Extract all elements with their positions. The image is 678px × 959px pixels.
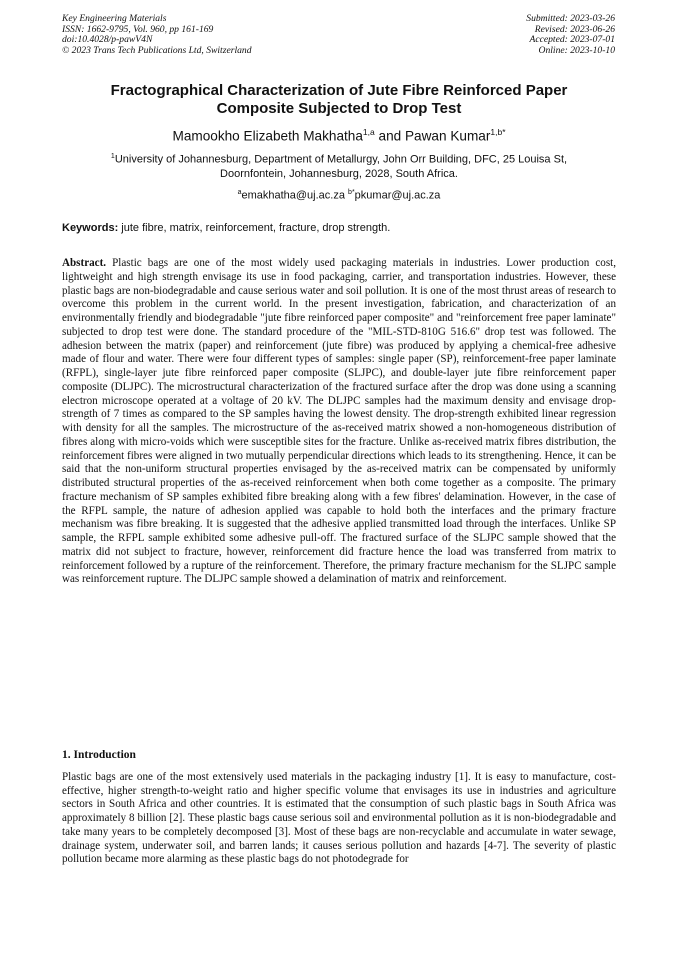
keywords-text: jute fibre, matrix, reinforcement, fracture, drop strength. bbox=[118, 222, 391, 234]
affiliation bbox=[62, 150, 616, 182]
keywords bbox=[62, 221, 616, 235]
emails bbox=[62, 186, 616, 203]
abstract-text: Plastic bags are one of the most widely used packaging materials in industries. Lower production cost, lightweight and high strength envisage its use in food packaging, carrier, and transportation industries. However, these plastic bags are non-biodegradable and cause serious water and soil pollution. It is one of the most thrust areas of research to overcome this problem in the current world. In the present investigation, fabrication, and characterization of an environmentally friendly and biodegradable "jute fibre reinforced paper composite" and "reinforcement free paper laminate" subjected to drop test were done. The standard procedure of the "MIL-STD-810G 516.6" drop test was followed. The adhesion between the matrix (paper) and reinforcement (jute fibre) was produced by applying a chemical-free adhesive made of flour and water. There were four different types of samples: single paper (SP), reinforcement-free paper laminate (RFPL), single-layer jute fibre reinforced paper composite (SLJPC), and double-layer jute fibre reinforcement paper composite (DLJPC). The microstructural characterization of the fractured surface after the drop was done using a scanning electron microscope operated at a voltage of 20 kV. The DLJPC samples had the maximum density and envisage drop-strength of 7 times as compared to the SP samples having the lowest density. The drop-strength exhibited linear regression with density for all the samples. The microstructure of the as-received matrix showed a non-homogeneous distribution of fibres along with micro-voids which were susceptible sites for the fracture. Unlike as-received matrix fibres distribution, the reinforcement fibres were aligned in two mutually perpendicular directions which leads to its strengthening. Hence, it can be said that the non-uniform structural properties envisaged by the as-received matrix can be compensated by uniformly distributed structural properties of the as-received reinforcement when both come together as a composite. The primary fracture mechanism of SP samples exhibited fibre breaking along with a few fibres' delamination. However, in the case of the RFPL sample, the nature of adhesion applied was capable to hold both the interfaces and the primary fracture mechanism was fibre breaking. It is suggested that the adhesive applied transmitted load through the interfaces. Unlike SP sample, the RFPL sample exhibited some adhesive pull-off. The fractured surface of the SLJPC sample showed that the matrix did not subject to fracture, however, reinforcement did fracture hence the load was transferred from matrix to reinforcement followed by a rupture of the reinforcement. Therefore, the primary fracture mechanism for the SLJPC sample was reinforcement rupture. The DLJPC sample showed a delamination of matrix and reinforcement. bbox=[62, 257, 616, 586]
abstract bbox=[62, 257, 616, 587]
title-line-2: Composite Subjected to Drop Test bbox=[216, 100, 462, 117]
journal-info bbox=[62, 14, 252, 56]
publication-dates bbox=[526, 14, 615, 56]
doi: doi:10.4028/p-pawV4N bbox=[62, 34, 153, 46]
author-2-affiliation: 1,b* bbox=[490, 127, 506, 137]
authors bbox=[40, 124, 638, 145]
keywords-label: Keywords: bbox=[62, 222, 119, 234]
paper-title bbox=[70, 82, 608, 118]
introduction-text: Plastic bags are one of the most extensively used materials in the packaging industry [1]. It is easy to manufacture, cost-effective, higher strength-to-weight ratio and higher specific volume that envisages its use in industries and agriculture sectors in South Africa and other countries. It is estimated that the consumption of such plastic bags in South Africa was approximately 8 billion [2]. These plastic bags cause serious soil and environmental pollution as it is non-biodegradable and take many years to be completely decomposed [3]. Most of these bags are non-recyclable and accumulate in water sewage, drainage system, underwater soil, and barren lands; it causes serious pollution and hazards [4-7]. The severity of plastic pollution became more alarming as these plastic bags do not photodegrade for bbox=[62, 771, 616, 866]
email-1: emakhatha@uj.ac.za bbox=[241, 189, 345, 202]
author-separator: and bbox=[374, 128, 405, 144]
abstract-label: Abstract. bbox=[62, 257, 107, 269]
copyright: © 2023 Trans Tech Publications Ltd, Switzerland bbox=[62, 44, 252, 56]
affiliation-line-1: University of Johannesburg, Department of Metallurgy, John Orr Building, DFC, 25 Louisa St, bbox=[114, 153, 568, 166]
issn-volume: ISSN: 1662-9795, Vol. 960, pp 161-169 bbox=[62, 23, 214, 35]
affiliation-line-2: Doornfontein, Johannesburg, 2028, South Africa. bbox=[220, 168, 458, 181]
section-heading-introduction: 1. Introduction bbox=[62, 749, 136, 761]
accepted-date: Accepted: 2023-07-01 bbox=[529, 34, 615, 46]
affiliation-marker: 1 bbox=[110, 153, 115, 160]
title-line-1: Fractographical Characterization of Jute Fibre Reinforced Paper bbox=[110, 82, 568, 99]
submitted-date: Submitted: 2023-03-26 bbox=[526, 13, 615, 24]
email-2-marker: b* bbox=[348, 189, 355, 196]
journal-name: Key Engineering Materials bbox=[62, 13, 167, 24]
revised-date: Revised: 2023-06-26 bbox=[534, 23, 615, 35]
author-1-affiliation: 1,a bbox=[362, 127, 375, 137]
author-2: Pawan Kumar bbox=[404, 128, 491, 144]
online-date: Online: 2023-10-10 bbox=[538, 44, 615, 56]
email-1-marker: a bbox=[237, 189, 242, 196]
email-2: pkumar@uj.ac.za bbox=[354, 189, 441, 202]
author-1: Mamookho Elizabeth Makhatha bbox=[172, 128, 363, 144]
